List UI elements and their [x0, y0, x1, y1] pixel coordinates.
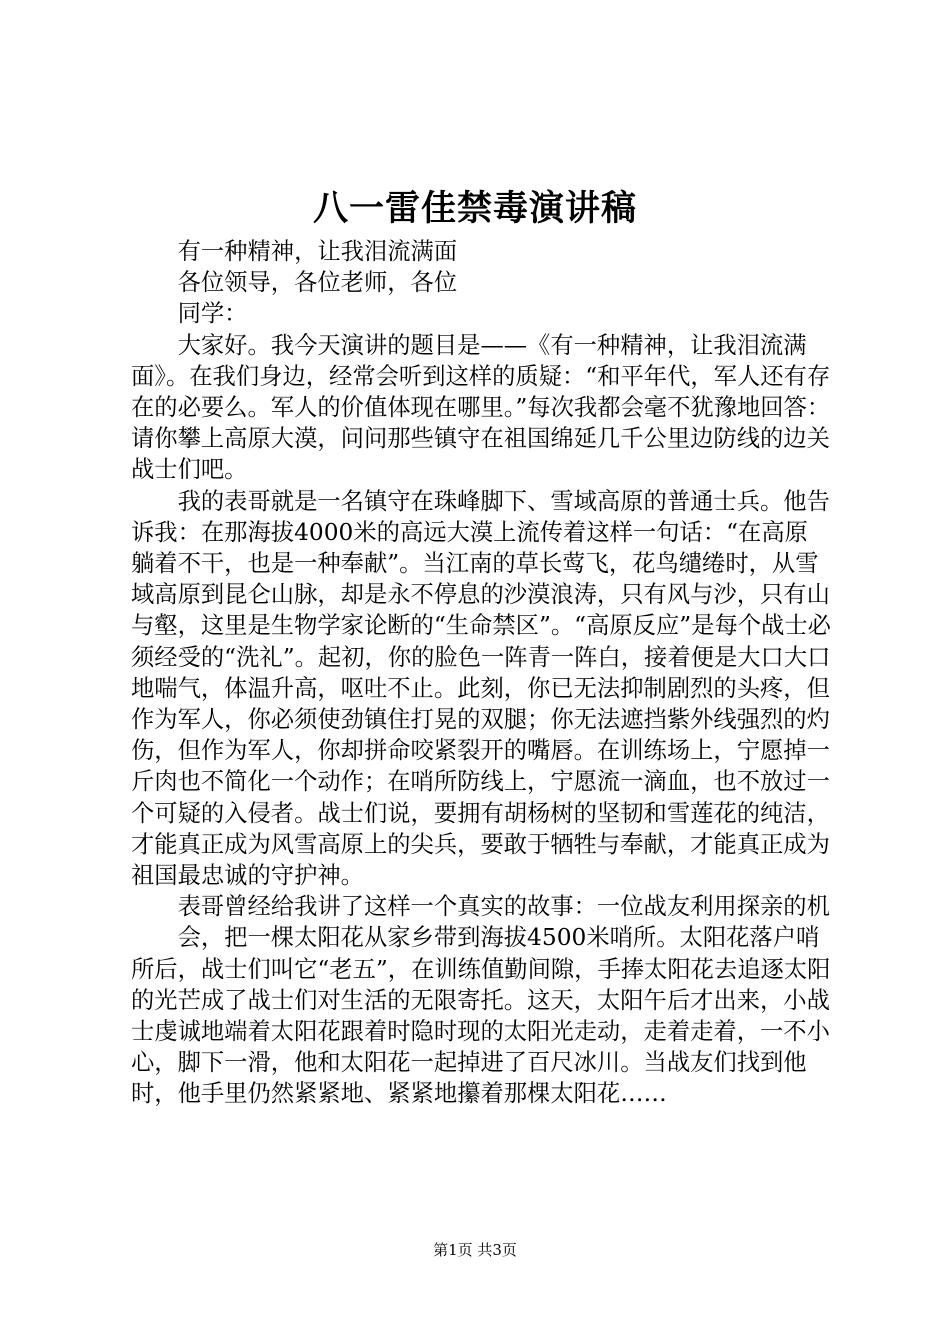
paragraph-6: 表哥曾经给我讲了这样一个真实的故事：一位战友利用探亲的机	[177, 893, 830, 921]
paragraph-3: 同学：	[177, 300, 248, 328]
paragraph-4: 大家好。我今天演讲的题目是——《有一种精神，让我泪流满面》。在我们身边，经常会听到这样的质疑：“和平年代，军人还有存在的必要么。军人的价值体现在哪里。”每次我都会毫不犹豫地回答：请你攀上高原大漠，问问那些镇守在祖国绵延几千公里边防线的边关战士们吧。	[131, 331, 831, 484]
document-body	[131, 236, 831, 1110]
paragraph-5: 我的表哥就是一名镇守在珠峰脚下、雪域高原的普通士兵。他告诉我：在那海拔4000米的高远大漠上流传着这样一句话：“在高原躺着不干，也是一种奉献”。当江南的草长莺飞，花鸟缱绻时，从雪域高原到昆仑山脉，却是永不停息的沙漠浪涛，只有风与沙，只有山与壑，这里是生物学家论断的“生命禁区”。“高原反应”是每个战士必须经受的“洗礼”。起初，你的脸色一阵青一阵白，接着便是大口大口地喘气，体温升高，呕吐不止。此刻，你已无法抑制剧烈的头疼，但作为军人，你必须使劲镇住打晃的双腿；你无法遮挡紫外线强烈的灼伤，但作为军人，你却拼命咬紧裂开的嘴唇。在训练场上，宁愿掉一斤肉也不简化一个动作；在哨所防线上，宁愿流一滴血，也不放过一个可疑的入侵者。战士们说，要拥有胡杨树的坚韧和雪莲花的纯洁，才能真正成为风雪高原上的尖兵，要敢于牺牲与奉献，才能真正成为祖国最忠诚的守护神。	[131, 487, 831, 890]
page-footer: 第1页 共3页	[433, 1241, 517, 1259]
document-title: 八一雷佳禁毒演讲稿	[312, 188, 637, 229]
paragraph-2: 各位领导，各位老师，各位	[177, 269, 458, 297]
paragraph-1: 有一种精神，让我泪流满面	[177, 238, 458, 265]
paragraph-7: 会，把一棵太阳花从家乡带到海拔4500米哨所。太阳花落户哨所后，战士们叫它“老五”，在训练值勤间隙，手捧太阳花去追逐太阳的光芒成了战士们对生活的无限寄托。这天，太阳午后才出来，小战士虔诚地端着太阳花跟着时隐时现的太阳光走动，走着走着，一不小心，脚下一滑，他和太阳花一起掉进了百尺冰川。当战友们找到他时，他手里仍然紧紧地、紧紧地攥着那棵太阳花……	[131, 924, 831, 1108]
